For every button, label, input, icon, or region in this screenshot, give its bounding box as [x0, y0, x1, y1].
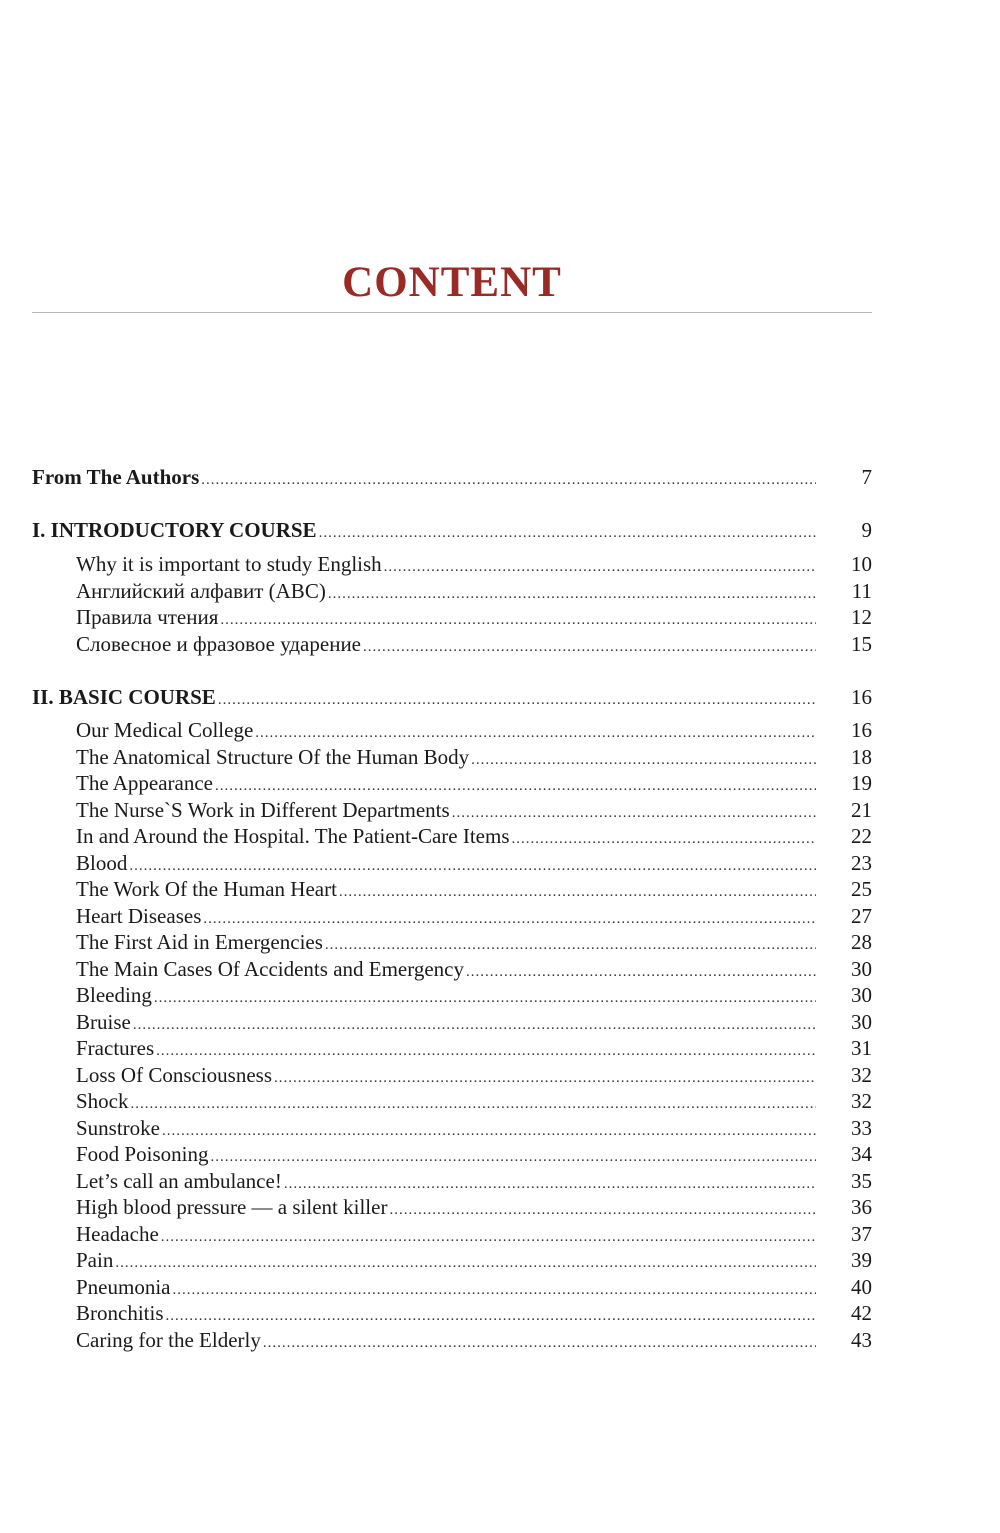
toc-entry-title: Словесное и фразовое ударение — [76, 632, 361, 656]
toc-entry-title: The Work Of the Human Heart — [76, 877, 337, 901]
toc-entry-title: The Appearance — [76, 771, 214, 795]
title-divider — [32, 312, 872, 313]
toc-page-number: 31 — [851, 1036, 872, 1060]
toc-entry — [32, 604, 872, 630]
toc-entry — [32, 1168, 872, 1194]
toc-page-number: 18 — [851, 745, 872, 769]
dot-leader — [263, 1330, 816, 1356]
toc-entry-title: II. BASIC COURSE — [32, 685, 216, 709]
toc-page-number: 37 — [851, 1222, 872, 1246]
toc-entry — [32, 876, 872, 902]
toc-page-number: 15 — [851, 632, 872, 656]
dot-leader — [319, 520, 816, 546]
toc-entry-title: Правила чтения — [76, 605, 219, 629]
toc-entry-title: Shock — [76, 1089, 129, 1113]
toc-entry-title: The First Aid in Emergencies — [76, 930, 323, 954]
toc-entry — [32, 850, 872, 876]
toc-entry-title: The Anatomical Structure Of the Human Body — [76, 745, 470, 769]
toc-entry-title: Английский алфавит (ABC) — [76, 579, 326, 603]
toc-entry — [32, 631, 872, 657]
toc-entry-title: The Main Cases Of Accidents and Emergency — [76, 957, 464, 981]
toc-entry-title: High blood pressure — a silent killer — [76, 1195, 388, 1219]
toc-entry — [32, 1300, 872, 1326]
toc-entry — [32, 956, 872, 982]
toc-entry — [32, 1274, 872, 1300]
toc-entry-title: Sunstroke — [76, 1116, 160, 1140]
toc-entry — [32, 1327, 872, 1353]
toc-entry — [32, 1115, 872, 1141]
toc-entry-title: Loss Of Consciousness — [76, 1063, 273, 1087]
toc-page-number: 30 — [851, 957, 872, 981]
page-title: CONTENT — [342, 259, 562, 306]
toc-entry-title: Why it is important to study English — [76, 552, 382, 576]
dot-leader — [115, 1250, 816, 1276]
dot-leader — [156, 1038, 816, 1064]
toc-entry — [32, 551, 872, 577]
dot-leader — [166, 1303, 817, 1329]
toc-entry — [32, 1035, 872, 1061]
toc-entry — [32, 770, 872, 796]
toc-entry — [32, 1194, 872, 1220]
toc-entry-title: From The Authors — [32, 465, 200, 489]
dot-leader — [154, 985, 816, 1011]
toc-entry — [32, 1062, 872, 1088]
toc-entry-title: Bruise — [76, 1010, 131, 1034]
toc-entry-title: Bleeding — [76, 983, 152, 1007]
toc-page-number: 9 — [861, 518, 872, 542]
toc-entry-title: Pneumonia — [76, 1275, 171, 1299]
toc-entry — [32, 823, 872, 849]
toc-entry-title: Headache — [76, 1222, 159, 1246]
toc-section-entry — [32, 517, 872, 543]
toc-entry-title: Food Poisoning — [76, 1142, 209, 1166]
toc-entry — [32, 744, 872, 770]
dot-leader — [389, 1197, 816, 1223]
toc-page-number: 43 — [851, 1328, 872, 1352]
toc-page-number: 10 — [851, 552, 872, 576]
toc-entry-title: Our Medical College — [76, 718, 254, 742]
toc-page-number: 30 — [851, 983, 872, 1007]
toc-page-number: 28 — [851, 930, 872, 954]
toc-page-number: 23 — [851, 851, 872, 875]
toc-entry — [32, 1247, 872, 1273]
toc-page-number: 27 — [851, 904, 872, 928]
toc-page-number: 30 — [851, 1010, 872, 1034]
dot-leader — [201, 467, 816, 493]
dot-leader — [339, 879, 816, 905]
toc-entry — [32, 717, 872, 743]
toc-entry — [32, 982, 872, 1008]
toc-entry — [32, 1088, 872, 1114]
toc-page-number: 21 — [851, 798, 872, 822]
toc-page-number: 32 — [851, 1089, 872, 1113]
dot-leader — [131, 1091, 817, 1117]
toc-entry-title: Heart Diseases — [76, 904, 202, 928]
toc-page-number: 36 — [851, 1195, 872, 1219]
toc-entry-title: The Nurse`S Work in Different Departments — [76, 798, 450, 822]
toc-page-number: 35 — [851, 1169, 872, 1193]
toc-page-number: 16 — [851, 718, 872, 742]
dot-leader — [325, 932, 816, 958]
toc-entry — [32, 797, 872, 823]
dot-leader — [255, 720, 816, 746]
toc-entry-title: I. INTRODUCTORY COURSE — [32, 518, 317, 542]
toc-page-number: 33 — [851, 1116, 872, 1140]
toc-entry-title: Let’s call an ambulance! — [76, 1169, 282, 1193]
toc-page-number: 22 — [851, 824, 872, 848]
toc-page-number: 7 — [861, 465, 872, 489]
toc-page-number: 12 — [851, 605, 872, 629]
toc-page-number: 19 — [851, 771, 872, 795]
toc-entry — [32, 903, 872, 929]
toc-entry-title: Pain — [76, 1248, 114, 1272]
toc-entry-title: Blood — [76, 851, 128, 875]
toc-page-number: 39 — [851, 1248, 872, 1272]
toc-entry — [32, 1221, 872, 1247]
toc-section-entry — [32, 684, 872, 710]
toc-entry-title: Caring for the Elderly — [76, 1328, 261, 1352]
toc-entry-title: In and Around the Hospital. The Patient-Care Items — [76, 824, 510, 848]
dot-leader — [384, 554, 816, 580]
toc-section-entry — [32, 464, 872, 490]
dot-leader — [218, 687, 816, 713]
toc-entry-title: Bronchitis — [76, 1301, 164, 1325]
toc-page-number: 32 — [851, 1063, 872, 1087]
toc-page-number: 25 — [851, 877, 872, 901]
toc-page-number: 34 — [851, 1142, 872, 1166]
dot-leader — [363, 634, 816, 660]
toc-entry — [32, 578, 872, 604]
toc-page-number: 40 — [851, 1275, 872, 1299]
toc-page-number: 42 — [851, 1301, 872, 1325]
toc-page-number: 16 — [851, 685, 872, 709]
dot-leader — [215, 773, 816, 799]
toc-page-number: 11 — [851, 579, 872, 603]
dot-leader — [210, 1144, 816, 1170]
toc-entry — [32, 1141, 872, 1167]
toc-entry — [32, 929, 872, 955]
dot-leader — [220, 607, 816, 633]
toc-entry — [32, 1009, 872, 1035]
dot-leader — [512, 826, 816, 852]
toc-entry-title: Fractures — [76, 1036, 155, 1060]
